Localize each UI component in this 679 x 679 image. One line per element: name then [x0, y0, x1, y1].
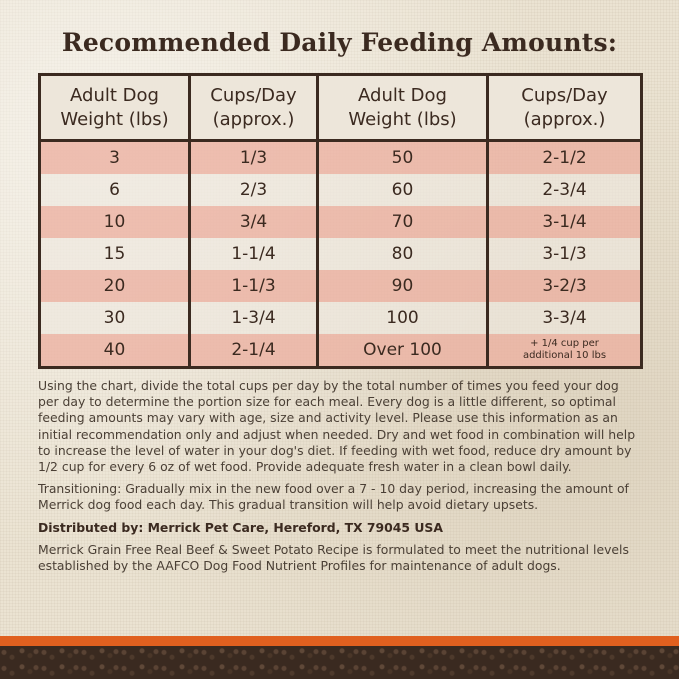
- instructions-paragraph: Using the chart, divide the total cups per day by the total number of times you feed your dog per day to determine the portion size for each meal. Every dog is a little different, so optimal feeding amounts may vary with age, size and activity level. Please use this information as an initial recommendation only and adjust when needed. Dry and wet food in combination will help to increase the level of water in your dog's diet. If feeding with wet food, reduce dry amount by 1/2 cup for every 6 oz of wet food. Provide adequate fresh water in a clean bowl daily.: [38, 378, 636, 475]
- table-cell: 30: [40, 302, 190, 334]
- table-cell: 50: [318, 141, 488, 175]
- feeding-instructions: [38, 378, 643, 580]
- table-cell: 60: [318, 174, 488, 206]
- table-row: [40, 334, 642, 368]
- aafco-statement: Merrick Grain Free Real Beef & Sweet Potato Recipe is formulated to meet the nutritional levels established by the AAFCO Dog Food Nutrient Profiles for maintenance of adult dogs.: [38, 541, 629, 574]
- table-cell: 3-1/4: [488, 206, 642, 238]
- table-cell: 1-3/4: [190, 302, 318, 334]
- table-row: [40, 174, 642, 206]
- table-cell: 1-1/3: [190, 270, 318, 302]
- transition-paragraph: Transitioning: Gradually mix in the new food over a 7 - 10 day period, increasing the amount of Merrick dog food each day. This gradual transition will help avoid dietary upsets.: [38, 481, 629, 513]
- table-cell: 1/3: [190, 141, 318, 175]
- table-cell: 10: [40, 206, 190, 238]
- table-cell: Over 100: [318, 334, 488, 368]
- table-row: [40, 206, 642, 238]
- table-row: [40, 238, 642, 270]
- table-cell: 3-1/3: [488, 238, 642, 270]
- table-cell: 2-1/2: [488, 141, 642, 175]
- distributor-line: Distributed by: Merrick Pet Care, Hereford, TX 79045 USA: [38, 519, 443, 535]
- table-cell: 90: [318, 270, 488, 302]
- table-cell: 15: [40, 238, 190, 270]
- table-row: [40, 270, 642, 302]
- table-cell: 40: [40, 334, 190, 368]
- header-weight-2: Adult Dog Weight (lbs): [318, 75, 488, 141]
- table-cell: 2/3: [190, 174, 318, 206]
- orange-divider: [0, 636, 679, 646]
- table-cell: 80: [318, 238, 488, 270]
- table-cell: 3/4: [190, 206, 318, 238]
- header-cups-1: Cups/Day (approx.): [190, 75, 318, 141]
- table-header-row: [40, 75, 642, 141]
- soil-strip: [0, 646, 679, 679]
- table-cell: 20: [40, 270, 190, 302]
- table-cell: 3: [40, 141, 190, 175]
- header-weight-1: Adult Dog Weight (lbs): [40, 75, 190, 141]
- page-title: Recommended Daily Feeding Amounts:: [61, 28, 618, 57]
- table-cell: 2-1/4: [190, 334, 318, 368]
- table-row: [40, 302, 642, 334]
- additional-weight-note: + 1/4 cup per additional 10 lbs: [488, 334, 642, 368]
- table-cell: 100: [318, 302, 488, 334]
- table-cell: 3-3/4: [488, 302, 642, 334]
- feeding-table: [38, 73, 643, 369]
- header-cups-2: Cups/Day (approx.): [488, 75, 642, 141]
- table-cell: 3-2/3: [488, 270, 642, 302]
- table-cell: 1-1/4: [190, 238, 318, 270]
- table-cell: 6: [40, 174, 190, 206]
- table-cell: 70: [318, 206, 488, 238]
- table-row: [40, 141, 642, 175]
- table-cell: 2-3/4: [488, 174, 642, 206]
